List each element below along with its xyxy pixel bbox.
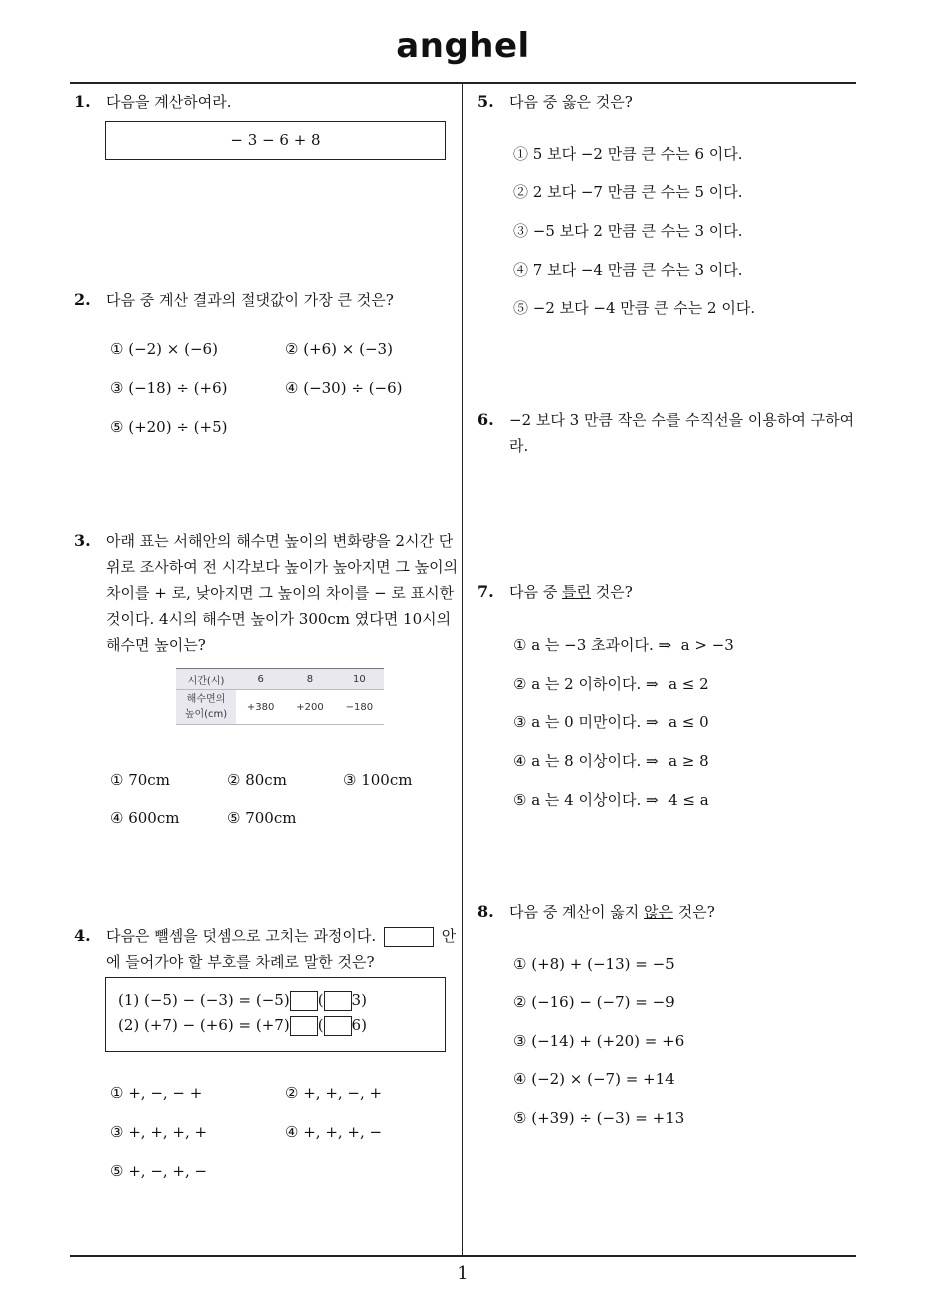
option-3[interactable]: ③ (−14) + (+20) = +6 <box>513 1032 685 1050</box>
table-header: 8 <box>285 669 334 690</box>
footer-rule <box>70 1255 856 1257</box>
column-divider <box>462 83 463 1256</box>
option-5[interactable]: ⑤ (+39) ÷ (−3) = +13 <box>513 1109 685 1127</box>
option-4[interactable]: ④ (−2) × (−7) = +14 <box>513 1070 675 1088</box>
answer-blank <box>290 991 318 1011</box>
table-header: 6 <box>236 669 285 690</box>
option-3[interactable]: ③ (−18) ÷ (+6) <box>110 379 228 397</box>
question-text: 다음 중 틀린 것은? <box>509 583 633 601</box>
equation-1: (1) (−5) − (−3) = (−5) ( 3) <box>118 991 367 1009</box>
table-cell: +200 <box>285 690 334 725</box>
option-2[interactable]: ② (−16) − (−7) = −9 <box>513 993 675 1011</box>
option-1[interactable]: ① (+8) + (−13) = −5 <box>513 955 675 973</box>
question-number: 8. <box>477 902 494 921</box>
question-number: 1. <box>74 92 91 111</box>
equation-box <box>105 977 446 1052</box>
option-4[interactable]: ④ 7 보다 −4 만큼 큰 수는 3 이다. <box>513 261 743 279</box>
question-text-line: 라. <box>509 437 529 455</box>
option-2[interactable]: ② +, +, −, + <box>285 1084 383 1102</box>
option-4[interactable]: ④ (−30) ÷ (−6) <box>285 379 403 397</box>
option-2[interactable]: ② 80cm <box>227 771 287 789</box>
option-3[interactable]: ③ a 는 0 미만이다. ⇒ a ≤ 0 <box>513 713 709 731</box>
option-3[interactable]: ③ +, +, +, + <box>110 1123 208 1141</box>
option-2[interactable]: ② a 는 2 이하이다. ⇒ a ≤ 2 <box>513 675 709 693</box>
question-text-line: 차이를 + 로, 낮아지면 그 높이의 차이를 − 로 표시한 <box>106 584 455 602</box>
option-5[interactable]: ⑤ a 는 4 이상이다. ⇒ 4 ≤ a <box>513 791 709 809</box>
option-5[interactable]: ⑤ −2 보다 −4 만큼 큰 수는 2 이다. <box>513 299 756 317</box>
option-4[interactable]: ④ a 는 8 이상이다. ⇒ a ≥ 8 <box>513 752 709 770</box>
equation-2: (2) (+7) − (+6) = (+7) ( 6) <box>118 1016 367 1034</box>
expression: − 3 − 6 + 8 <box>230 131 321 149</box>
option-4[interactable]: ④ 600cm <box>110 809 180 827</box>
question-number: 3. <box>74 531 91 550</box>
table-header: 시간(시) <box>176 669 236 690</box>
question-text-line: 것이다. 4시의 해수면 높이가 300cm 였다면 10시의 <box>106 610 452 628</box>
question-text-line: 위로 조사하여 전 시각보다 높이가 높아지면 그 높이의 <box>106 558 459 576</box>
answer-blank <box>324 1016 352 1036</box>
page-title: anghel <box>396 26 530 66</box>
option-4[interactable]: ④ +, +, +, − <box>285 1123 383 1141</box>
table-cell: +380 <box>236 690 285 725</box>
page-number: 1 <box>457 1263 469 1284</box>
option-1[interactable]: ① (−2) × (−6) <box>110 340 218 358</box>
answer-blank <box>324 991 352 1011</box>
option-1[interactable]: ① a 는 −3 초과이다. ⇒ a > −3 <box>513 636 734 654</box>
option-5[interactable]: ⑤ 700cm <box>227 809 297 827</box>
question-number: 4. <box>74 926 91 945</box>
table-cell: −180 <box>335 690 384 725</box>
question-text: 다음 중 계산이 옳지 않은 것은? <box>509 903 715 921</box>
option-1[interactable]: ① 5 보다 −2 만큼 큰 수는 6 이다. <box>513 145 743 163</box>
option-2[interactable]: ② (+6) × (−3) <box>285 340 393 358</box>
option-1[interactable]: ① +, −, − + <box>110 1084 203 1102</box>
option-1[interactable]: ① 70cm <box>110 771 170 789</box>
question-text-line: 아래 표는 서해안의 해수면 높이의 변화량을 2시간 단 <box>106 532 454 550</box>
question-text-line: 해수면 높이는? <box>106 636 206 654</box>
option-3[interactable]: ③ −5 보다 2 만큼 큰 수는 3 이다. <box>513 222 743 240</box>
option-5[interactable]: ⑤ +, −, +, − <box>110 1162 208 1180</box>
question-number: 7. <box>477 582 494 601</box>
table-row-header: 해수면의 높이(cm) <box>176 690 236 725</box>
question-text: 다음 중 옳은 것은? <box>509 93 633 111</box>
option-3[interactable]: ③ 100cm <box>343 771 413 789</box>
question-text-line: 다음은 뺄셈을 덧셈으로 고치는 과정이다. 안 <box>106 927 457 945</box>
answer-blank <box>290 1016 318 1036</box>
question-number: 5. <box>477 92 494 111</box>
question-number: 6. <box>477 410 494 429</box>
sea-level-table <box>176 668 384 725</box>
question-text: 다음 중 계산 결과의 절댓값이 가장 큰 것은? <box>106 291 394 309</box>
option-5[interactable]: ⑤ (+20) ÷ (+5) <box>110 418 228 436</box>
question-text-line: −2 보다 3 만큼 작은 수를 수직선을 이용하여 구하여 <box>509 411 855 429</box>
answer-blank <box>384 927 434 947</box>
question-text-line: 에 들어가야 할 부호를 차례로 말한 것은? <box>106 953 375 971</box>
question-number: 2. <box>74 290 91 309</box>
expression-box <box>105 121 446 160</box>
question-text: 다음을 계산하여라. <box>106 93 232 111</box>
table-header: 10 <box>335 669 384 690</box>
option-2[interactable]: ② 2 보다 −7 만큼 큰 수는 5 이다. <box>513 183 743 201</box>
